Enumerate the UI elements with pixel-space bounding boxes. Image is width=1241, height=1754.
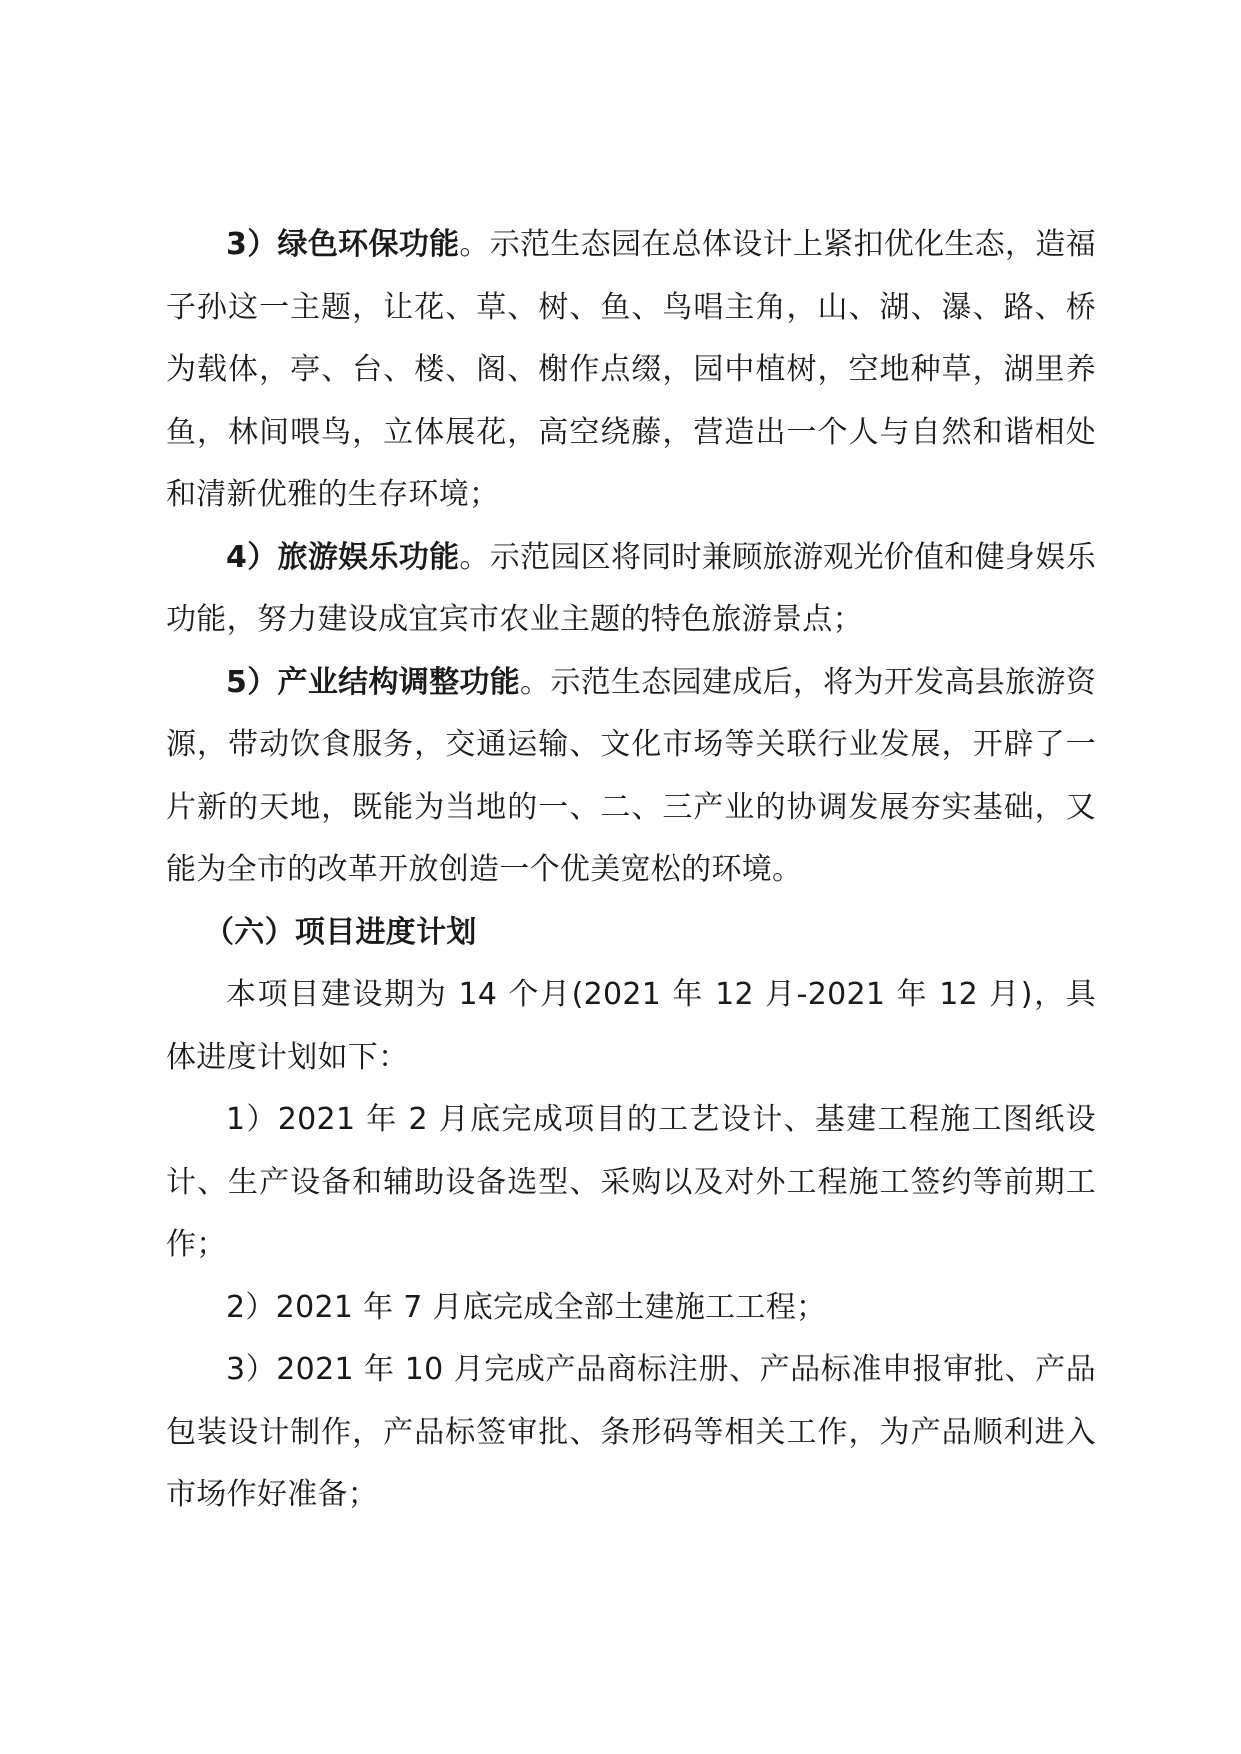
function-paragraph-green	[166, 214, 1096, 527]
schedule-item: 2）2021 年 7 月底完成全部土建施工工程；	[226, 1289, 827, 1325]
paragraph-lead: 5）产业结构调整功能	[226, 664, 521, 700]
paragraph-lead: 4）旅游娱乐功能	[226, 539, 460, 575]
schedule-intro: 本项目建设期为 14 个月(2021 年 12 月-2021 年 12 月)，具体进度计划如下：	[166, 977, 1096, 1075]
paragraph-lead: 3）绿色环保功能	[226, 227, 460, 262]
schedule-item: 1）2021 年 2 月底完成项目的工艺设计、基建工程施工图纸设计、生产设备和辅助设备选型、采购以及对外工程施工签约等前期工作；	[166, 1102, 1096, 1262]
function-paragraph-tourism	[166, 527, 1096, 652]
function-paragraph-industry	[166, 652, 1096, 902]
paragraph-text: 。示范生态园建成后，将为开发高县旅游资源，带动饮食服务，交通运输、文化市场等关联行业发展，开辟了一片新的天地，既能为当地的一、二、三产业的协调发展夯实基础，又能为全市的改革开放创造一个优美宽松的环境。	[166, 664, 1097, 887]
document-body	[166, 214, 1096, 1527]
paragraph-text: 。示范园区将同时兼顾旅游观光价值和健身娱乐功能，努力建设成宜宾市农业主题的特色旅游景点；	[166, 539, 1096, 637]
section-heading: （六）项目进度计划	[204, 914, 477, 950]
paragraph-text: 。示范生态园在总体设计上紧扣优化生态，造福子孙这一主题，让花、草、树、鱼、鸟唱主角，山、湖、瀑、路、桥为载体，亭、台、楼、阁、榭作点缀，园中植树，空地种草，湖里养鱼，林间喂鸟，立体展花，高空绕藤，营造出一个人与自然和谐相处和清新优雅的生存环境；	[166, 227, 1096, 512]
schedule-item: 3）2021 年 10 月完成产品商标注册、产品标准申报审批、产品包装设计制作，产品标签审批、条形码等相关工作，为产品顺利进入市场作好准备；	[166, 1352, 1096, 1512]
